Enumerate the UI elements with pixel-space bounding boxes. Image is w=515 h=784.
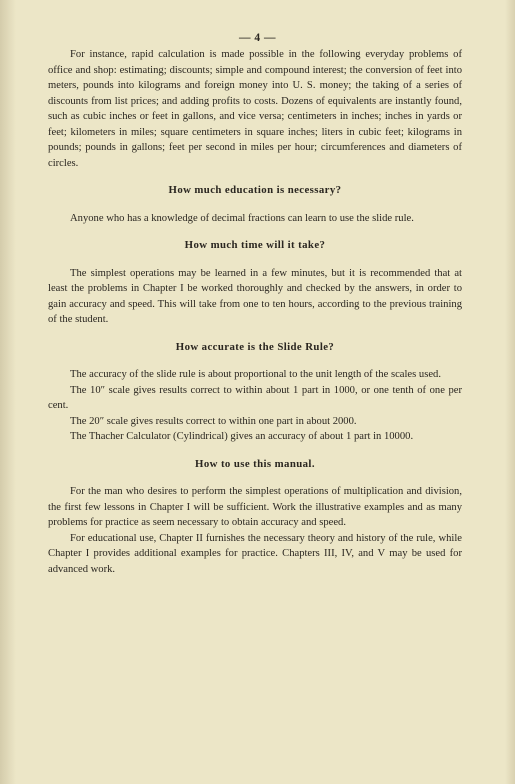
paragraph-accuracy-1: The accuracy of the slide rule is about proportional to the unit length of the scales used. [70,369,441,380]
page-binding-shadow [0,0,16,784]
paragraph-accuracy-4: The Thacher Calculator (Cylindrical) gives an accuracy of about 1 part in 10000. [70,431,414,442]
paragraph-manual-2: For educational use, Chapter II furnishes the necessary theory and history of the rule, while Chapter I provides additional examples for practice. Chapters III, IV, and V may be used for advanced work. [48,532,462,575]
heading-accuracy: How accurate is the Slide Rule? [175,340,335,353]
page-number: — 4 — [239,32,276,44]
paragraph-accuracy-2: The 10″ scale gives results correct to within about 1 part in 1000, or one tenth of one per cent. [48,384,462,411]
page-body [48,47,462,577]
paragraph-accuracy-3: The 20″ scale gives results correct to within one part in about 2000. [70,415,357,427]
intro-paragraph: For instance, rapid calculation is made possible in the following everyday problems of office and shop: estimating; discounts; simple and compound interest; the conversion of feet into meters, pounds into kilograms and foreign money into U. S. money; the taking of a series of discounts from list prices; and adding profits to costs. Dozens of equivalents are instantly found, such as cubic inches or feet in gallons, and vice versa; centimeters in inches; inches in yards or feet; kilometers in miles; square centimeters in square inches; liters in cubic feet; kilograms in pounds; pounds in gallons; feet per second in miles per hour; circumferences and diameters of circles. [48,49,462,169]
paragraph-time: The simplest operations may be learned in a few minutes, but it is recommended that at least the problems in Chapter I be worked thoroughly and checked by the answers, in order to gain accuracy and speed. This will take from one to ten hours, according to the previous training of the student. [48,267,462,325]
heading-manual: How to use this manual. [195,457,315,470]
paragraph-education: Anyone who has a knowledge of decimal fractions can learn to use the slide rule. [70,212,414,224]
heading-time: How much time will it take? [184,239,326,251]
page-edge-shadow [505,0,515,784]
paragraph-manual-1: For the man who desires to perform the simplest operations of multiplication and division, the first few lessons in Chapter I will be sufficient. Work the illustrative examples and as many problems for practice as seem necessary to obtain accuracy and speed. [48,486,462,528]
heading-education: How much education is necessary? [168,184,342,196]
